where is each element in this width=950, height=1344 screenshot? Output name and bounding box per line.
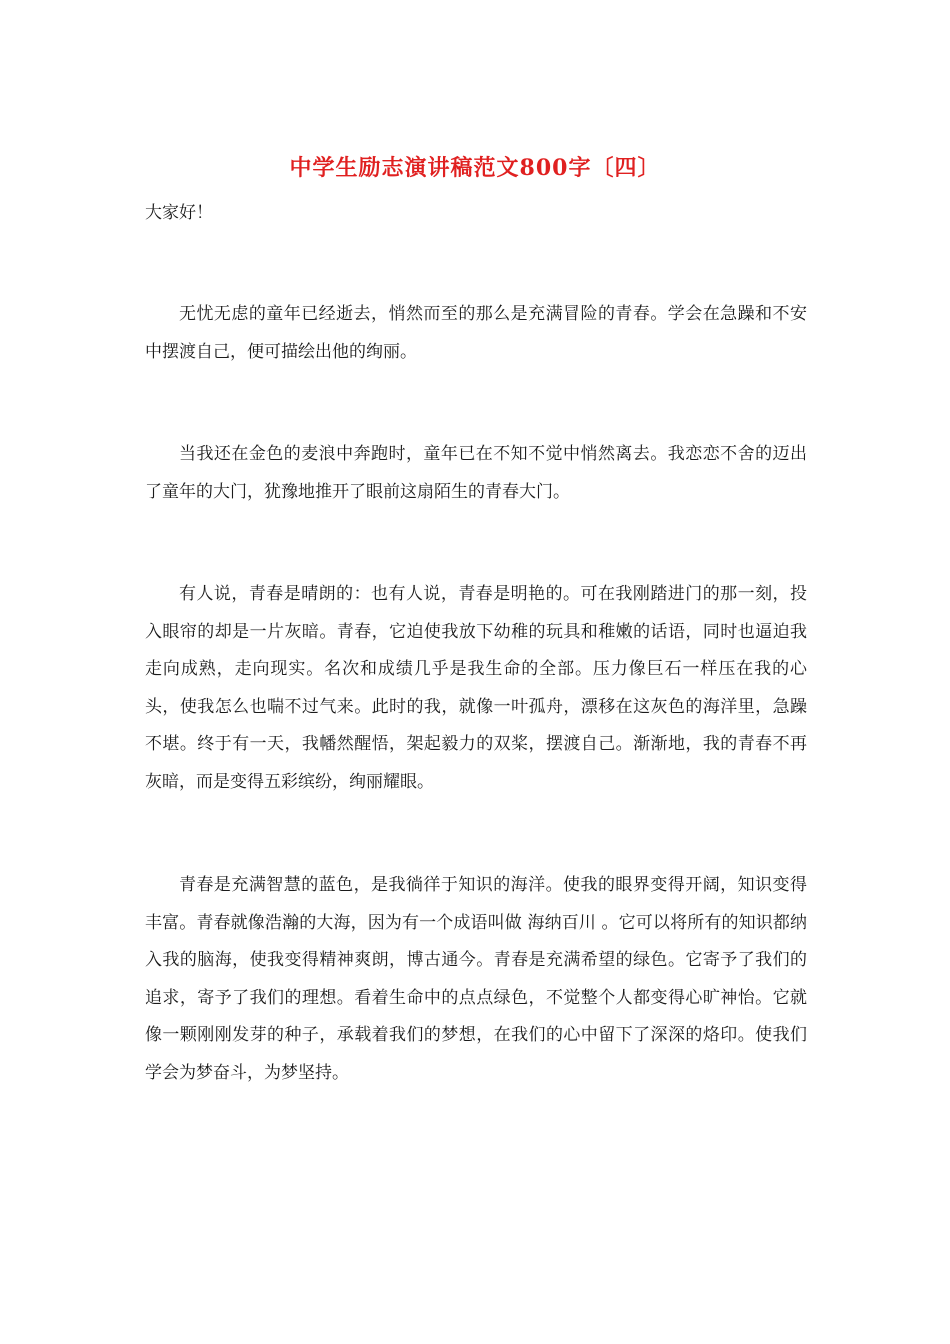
paragraph-2: 当我还在金色的麦浪中奔跑时，童年已在不知不觉中悄然离去。我恋恋不舍的迈出了童年的大门，犹豫地推开了眼前这扇陌生的青春大门。 bbox=[145, 444, 807, 502]
paragraph-1: 无忧无虑的童年已经逝去，悄然而至的那么是充满冒险的青春。学会在急躁和不安中摆渡自己，便可描绘出他的绚丽。 bbox=[145, 304, 807, 362]
paragraph-4: 青春是充满智慧的蓝色，是我徜徉于知识的海洋。使我的眼界变得开阔，知识变得丰富。青春就像浩瀚的大海，因为有一个成语叫做 海纳百川 。它可以将所有的知识都纳入我的脑海，使我变得精神爽朗，博古通今。青春是充满希望的绿色。它寄予了我们的追求，寄予了我们的理想。看着生命中的点点绿色，不觉整个人都变得心旷神怡。它就像一颗刚刚发芽的种子，承载着我们的梦想，在我们的心中留下了深深的烙印。使我们学会为梦奋斗，为梦坚持。 bbox=[145, 875, 807, 1083]
document-title: 中学生励志演讲稿范文800字〔四〕 bbox=[289, 155, 661, 181]
greeting-text: 大家好！ bbox=[145, 203, 213, 223]
paragraph-3: 有人说，青春是晴朗的：也有人说，青春是明艳的。可在我刚踏进门的那一刻，投入眼帘的却是一片灰暗。青春，它迫使我放下幼稚的玩具和稚嫩的话语，同时也逼迫我走向成熟，走向现实。名次和成绩几乎是我生命的全部。压力像巨石一样压在我的心头，使我怎么也喘不过气来。此时的我，就像一叶孤舟，漂移在这灰色的海洋里，急躁不堪。终于有一天，我幡然醒悟，架起毅力的双桨，摆渡自己。渐渐地，我的青春不再灰暗，而是变得五彩缤纷，绚丽耀眼。 bbox=[145, 584, 807, 792]
